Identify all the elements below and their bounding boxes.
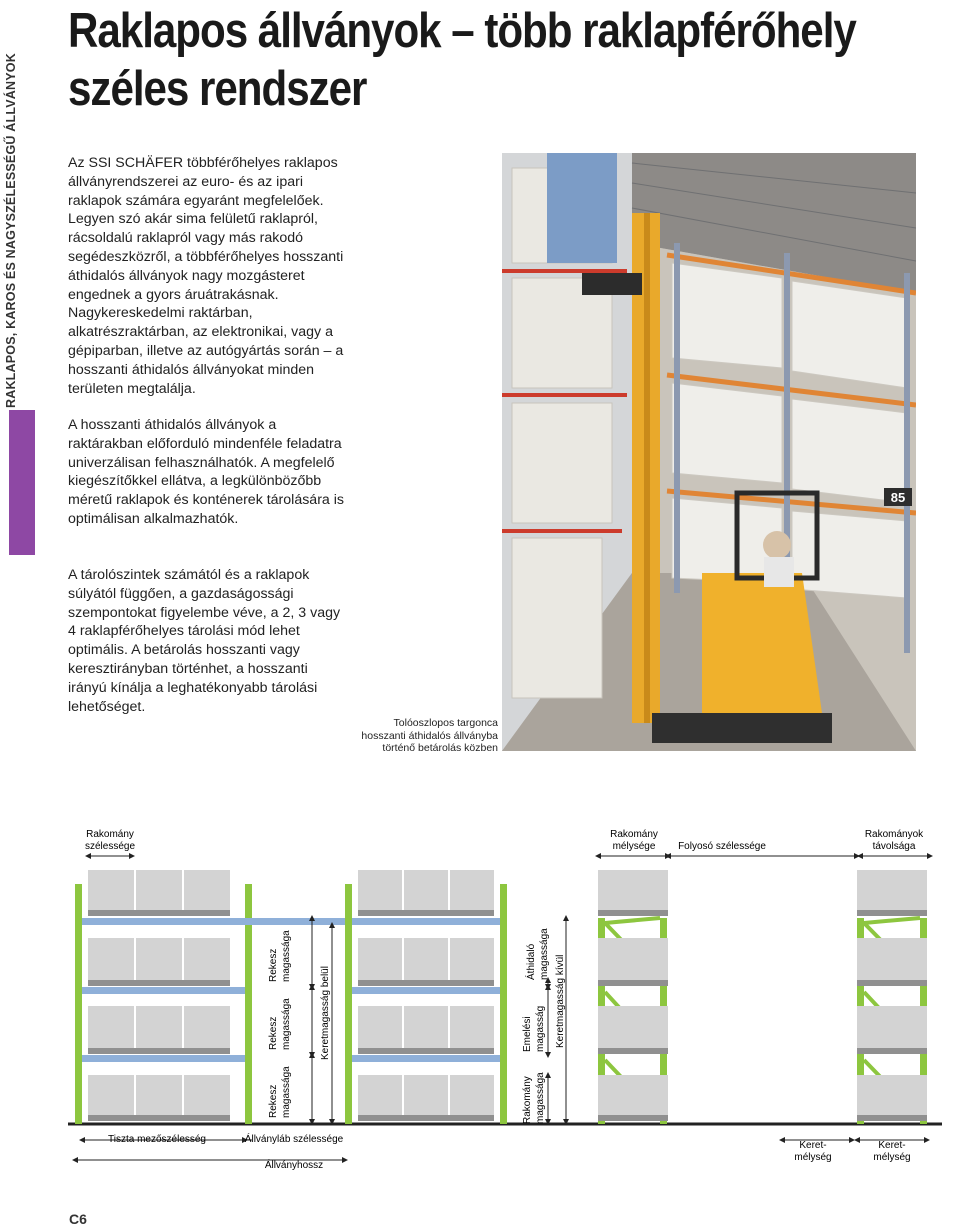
body-paragraph-3: A tárolószintek számától és a raklapok súlyától függően, a gazdaságossági szempontokat figyelembe véve, a 2, 3 vagy 4 raklapférőhelyes tárolási mód lehet optimális. A betárolás hosszanti vagy keresztirányban történhet, a hosszanti irányú kínálja a leghatékonyabb tárolási lehetőséget. <box>68 567 341 715</box>
label-rack-length: Állványhossz <box>264 1160 324 1171</box>
caption-line-3: történő betárolás közben <box>382 742 498 754</box>
label-upright-width: Állványláb szélessége <box>244 1134 344 1145</box>
caption-line-2: hosszanti áthidalós állványba <box>361 729 498 742</box>
label-load-width-2: szélessége <box>84 841 136 852</box>
page-title <box>68 2 856 118</box>
label-bay-height-2b: magassága <box>281 998 292 1050</box>
upright-left <box>75 884 82 1124</box>
warehouse-forklift-photo <box>502 153 916 751</box>
label-bay-height-3b: magassága <box>281 1066 292 1118</box>
photo-caption <box>330 717 498 755</box>
label-frame-depth-1a: Keret- <box>799 1140 827 1151</box>
body-paragraph-1: Az SSI SCHÄFER többférőhelyes raklapos állványrendszerei az euro- és az ipari raklapok számára egyaránt megfelelőek. Legyen szó akár sima felületű raklapról, rácsoldalú raklapról vagy más rakodó segédeszközről, a többférőhelyes hosszanti áthidalós állványok nagy mozgásteret engednek a gyors áruátrakásnak. Nagykereskedelmi raktárban, alkatrészraktárban, az elektronikai, vagy a gépiparban, illetve az autógyártás során – a hosszanti áthidalós állványokat minden területen megtalálja. <box>68 155 344 397</box>
aisle-sign-number: 85 <box>890 490 906 505</box>
side-label-text: RAKLAPOS, KAROS ÉS NAGYSZÉLESSÉGŰ ÁLLVÁNYOK <box>4 53 18 408</box>
label-frame-depth-2a: Keret- <box>878 1140 906 1151</box>
label-frame-depth-2b: mélység <box>873 1152 911 1163</box>
label-bay-height-3a: Rekesz <box>268 1084 279 1118</box>
rack-dimension-diagram <box>60 820 950 1180</box>
label-bay-height-1b: magassága <box>281 930 292 982</box>
label-frame-depth-1b: mélység <box>794 1152 832 1163</box>
upright-mid-right <box>345 884 352 1124</box>
label-frame-height-inner: Keretmagasság belül <box>320 966 331 1060</box>
title-line-2: széles rendszer <box>68 62 367 116</box>
label-load-distance-2: távolsága <box>872 841 916 852</box>
side-view-frames <box>598 870 927 1124</box>
label-aisle-width: Folyosó szélessége <box>678 841 766 852</box>
label-clear-bay-width: Tiszta mezőszélesség <box>108 1134 206 1145</box>
label-frame-height-outer: Keretmagasság kívül <box>555 954 566 1048</box>
label-beam-height-b: magassága <box>539 928 550 980</box>
label-level-height-a: Emelési <box>522 1016 533 1052</box>
label-load-distance-1: Rakományok <box>864 829 924 840</box>
label-beam-height-a: Áthidaló <box>526 943 537 980</box>
page-number: C6 <box>69 1211 87 1227</box>
label-level-height-b: magasság <box>535 1005 546 1052</box>
body-paragraph-2: A hosszanti áthidalós állványok a raktárakban előforduló mindenféle feladatra univerzálisan felhasználhatók. A megfelelő kiegészítőkkel ellátva, a legkülönbözőbb méretű raklapok és konténerek tárolására is optimálisan alkalmazhatók. <box>68 417 345 527</box>
label-load-depth-2: mélysége <box>612 841 656 852</box>
label-load-height-b: magassága <box>535 1072 546 1124</box>
label-load-width-1: Rakomány <box>86 829 134 840</box>
label-bay-height-2a: Rekesz <box>268 1016 279 1050</box>
upright-right <box>500 884 507 1124</box>
label-load-depth-1: Rakomány <box>610 829 658 840</box>
section-color-tab <box>9 410 35 555</box>
label-bay-height-1a: Rekesz <box>268 948 279 982</box>
caption-line-1: Tolóoszlopos targonca <box>393 717 498 729</box>
label-load-height-a: Rakomány <box>522 1076 533 1124</box>
title-line-1: Raklapos állványok – több raklapférőhely <box>68 4 856 58</box>
